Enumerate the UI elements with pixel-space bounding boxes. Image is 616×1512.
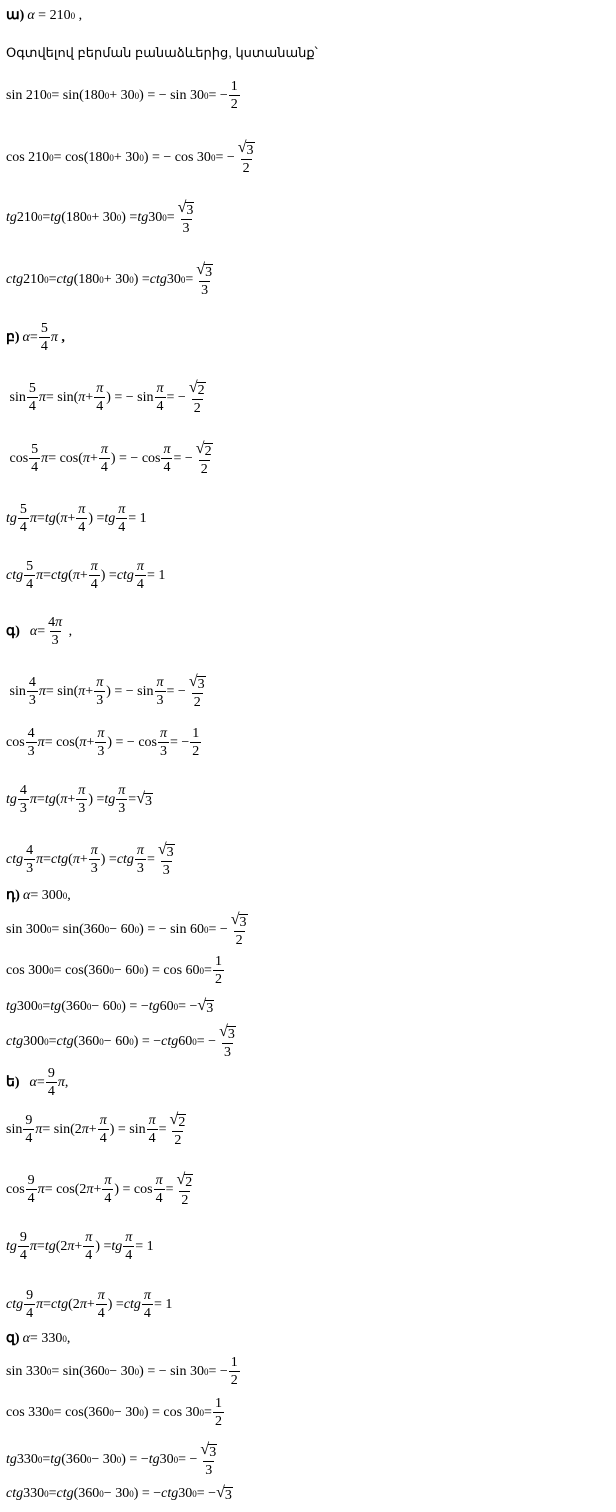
- formula-line: cos 210 0 = cos(180 0 + 30 0 ) = − cos 30 0 = − √ 3 2: [6, 138, 254, 176]
- formula-line: ctg $\frac{4}{3}$ π = ctg ( π + $\frac{\pi}{3}$ ) = ctg $\frac{\pi}{3}$ = √ 3 3: [6, 840, 174, 878]
- formula-line: tg 210 0 = tg (180 0 + 30 0 ) = tg 30 0 = √ 3 3: [6, 198, 194, 236]
- formula-line: tg 300 0 = tg (360 0 − 60 0 ) = − tg 60 0 = − √ 3: [6, 997, 214, 1016]
- formula-line: sin 210 0 = sin(180 0 + 30 0 ) = − sin 30 0 = − $\frac{1}{2}$: [6, 79, 238, 113]
- formula-line: tg $\frac{4}{3}$ π = tg ( π + $\frac{\pi}{3}$ ) = tg $\frac{\pi}{3}$ = √ 3: [6, 783, 152, 817]
- formula-line: ctg $\frac{9}{4}$ π = ctg (2 π + $\frac{\pi}{4}$ ) = ctg $\frac{\pi}{4}$ = 1: [6, 1288, 173, 1322]
- formula-line: ctg 330 0 = ctg (360 0 − 30 0 ) = − ctg 30 0 = − √ 3: [6, 1484, 232, 1503]
- formula-line: tg 330 0 = tg (360 0 − 30 0 ) = − tg 30 0 = − √ 3 3: [6, 1440, 217, 1478]
- formula-line: cos $\frac{9}{4}$ π = cos(2 π + $\frac{\pi}{4}$ ) = cos $\frac{\pi}{4}$ = √ 2 2: [6, 1170, 193, 1208]
- formula-line: cos 300 0 = cos(360 0 − 60 0 ) = cos 60 0 = $\frac{1}{2}$: [6, 954, 222, 988]
- formula-line: sin 300 0 = sin(360 0 − 60 0 ) = − sin 60 0 = − √ 3 2: [6, 910, 247, 948]
- formula-line: sin 330 0 = sin(360 0 − 30 0 ) = − sin 30 0 = − $\frac{1}{2}$: [6, 1355, 238, 1389]
- formula-line: sin $\frac{9}{4}$ π = sin(2 π + $\frac{\pi}{4}$ ) = sin $\frac{\pi}{4}$ = √ 2 2: [6, 1110, 186, 1148]
- formula-line: sin $\frac{4}{3}$ π = sin( π + $\frac{\pi}{3}$ ) = − sin $\frac{\pi}{3}$ = − √ 3 2: [6, 672, 205, 710]
- formula-line: sin $\frac{5}{4}$ π = sin( π + $\frac{\pi}{4}$ ) = − sin $\frac{\pi}{4}$ = − √ 2 2: [6, 378, 205, 416]
- formula-line: ctg 300 0 = ctg (360 0 − 60 0 ) = − ctg 60 0 = − √ 3 3: [6, 1022, 235, 1060]
- formula-line: cos $\frac{4}{3}$ π = cos( π + $\frac{\pi}{3}$ ) = − cos $\frac{\pi}{3}$ = − $\frac{1}{2}$: [6, 726, 200, 760]
- formula-line: զ) α = 330 0 ,: [6, 1331, 71, 1346]
- formula-line: cos $\frac{5}{4}$ π = cos( π + $\frac{\pi}{4}$ ) = − cos $\frac{\pi}{4}$ = − √ 2 2: [6, 439, 212, 477]
- formula-line: tg $\frac{5}{4}$ π = tg ( π + $\frac{\pi}{4}$ ) = tg $\frac{\pi}{4}$ = 1: [6, 502, 147, 536]
- formula-line: գ) α = $\frac{4\pi}{3}$ ,: [6, 615, 73, 649]
- formula-line: դ) α = 300 0 ,: [6, 888, 71, 903]
- formula-line: ctg $\frac{5}{4}$ π = ctg ( π + $\frac{\pi}{4}$ ) = ctg $\frac{\pi}{4}$ = 1: [6, 559, 166, 593]
- formula-line: tg $\frac{9}{4}$ π = tg (2 π + $\frac{\pi}{4}$ ) = tg $\frac{\pi}{4}$ = 1: [6, 1230, 154, 1264]
- formula-line: ե) α = $\frac{9}{4}$ π ,: [6, 1066, 69, 1100]
- formula-line: cos 330 0 = cos(360 0 − 30 0 ) = cos 30 0 = $\frac{1}{2}$: [6, 1396, 222, 1430]
- formula-line: ա) α = 210 0 ,: [6, 8, 83, 23]
- intro-text: Օգտվելով բերման բանաձևերից, կստանանք՝: [6, 44, 318, 60]
- formula-line: բ) α = $\frac{5}{4}$ π ,: [6, 321, 65, 355]
- formula-line: ctg 210 0 = ctg (180 0 + 30 0 ) = ctg 30 0 = √ 3 3: [6, 260, 213, 298]
